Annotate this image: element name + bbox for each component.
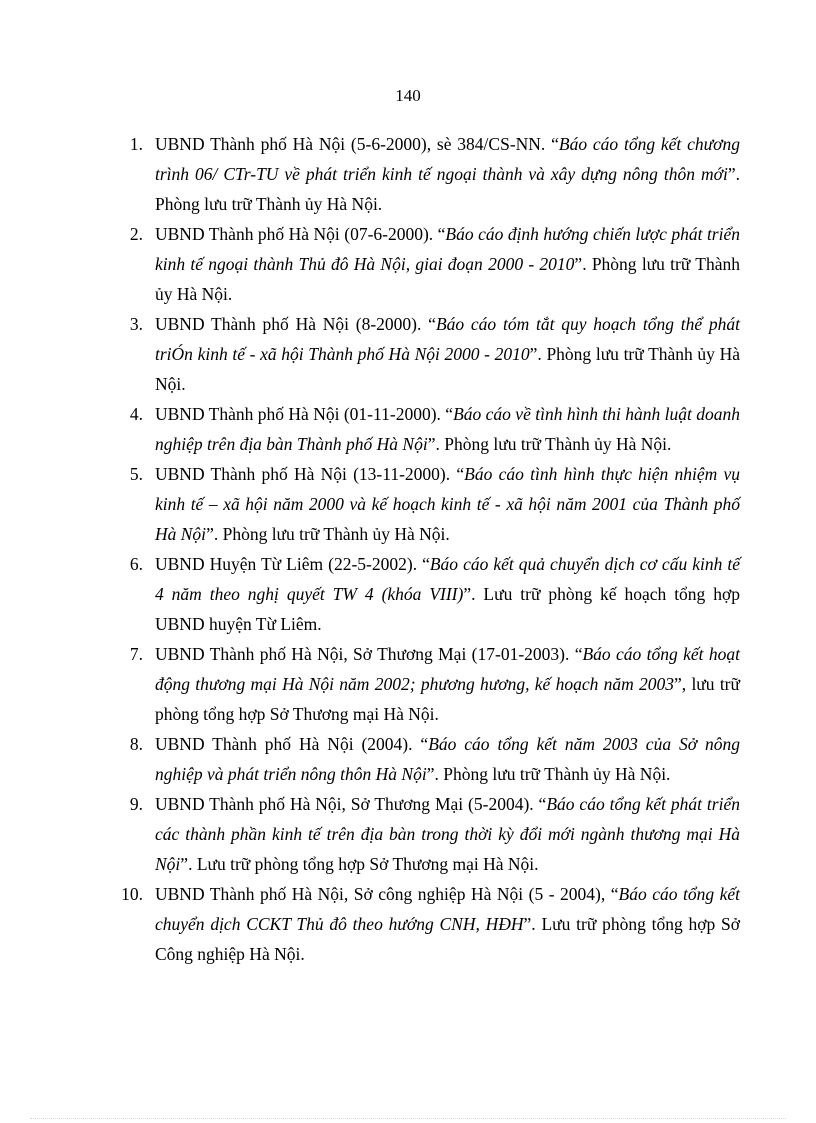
reference-number: 6.: [129, 554, 143, 574]
reference-source: ”. Phòng lưu trữ Thành ủy Hà Nội.: [155, 254, 740, 304]
reference-item: [100, 879, 740, 969]
reference-source: ”. Phòng lưu trữ Thành ủy Hà Nội.: [427, 434, 672, 454]
reference-source: ”. Phòng lưu trữ Thành ủy Hà Nội.: [426, 764, 671, 784]
reference-title: Báo cáo tổng kết chương trình 06/ CTr-TU về phát triển kinh tế ngoại thành và xây dựng nông thôn mới: [155, 134, 740, 184]
reference-author: UBND Thành phố Hà Nội (5-6-2000), sè 384/CS-NN. “: [155, 134, 559, 154]
reference-title: Báo cáo kết quả chuyển dịch cơ cấu kinh tế 4 năm theo nghị quyết TW 4 (khóa VIII): [155, 554, 740, 604]
reference-author: UBND Thành phố Hà Nội (13-11-2000). “: [155, 464, 465, 484]
reference-item: [100, 219, 740, 309]
reference-number: 5.: [129, 464, 143, 484]
reference-item: [100, 459, 740, 549]
reference-author: UBND Thành phố Hà Nội (07-6-2000). “: [155, 224, 446, 244]
reference-title: Báo cáo tình hình thực hiện nhiệm vụ kinh tế – xã hội năm 2000 và kế hoạch kinh tế - xã hội năm 2001 của Thành phố Hà Nội: [155, 464, 740, 544]
reference-item: [100, 729, 740, 789]
reference-title: Báo cáo tổng kết hoạt động thương mại Hà Nội năm 2002; phương hương, kế hoạch năm 2003: [155, 644, 740, 694]
reference-author: UBND Thành phố Hà Nội (8-2000). “: [155, 314, 436, 334]
reference-title: Báo cáo tổng kết chuyển dịch CCKT Thủ đô theo hướng CNH, HĐH: [155, 884, 741, 934]
reference-source: ”. Phòng lưu trữ Thành ủy Hà Nội.: [155, 164, 740, 214]
reference-author: UBND Thành phố Hà Nội, Sở Thương Mại (17-01-2003). “: [155, 644, 583, 664]
reference-number: 8.: [129, 734, 143, 754]
reference-item: [100, 789, 740, 879]
reference-item: [100, 129, 740, 219]
reference-source: ”. Lưu trữ phòng tổng hợp Sở Công nghiệp Hà Nội.: [155, 914, 740, 964]
page-bottom-border: [30, 1118, 786, 1119]
reference-item: [100, 399, 740, 459]
reference-item: [100, 549, 740, 639]
reference-author: UBND Thành phố Hà Nội (2004). “: [155, 734, 429, 754]
reference-title: Báo cáo tổng kết năm 2003 của Sở nông nghiệp và phát triển nông thôn Hà Nội: [155, 734, 740, 784]
reference-number: 9.: [129, 794, 143, 814]
reference-list: [100, 129, 740, 969]
reference-source: ”, lưu trữ phòng tổng hợp Sở Thương mại Hà Nội.: [155, 674, 740, 724]
reference-number: 10.: [121, 884, 143, 904]
page-number: 140: [395, 86, 421, 105]
reference-number: 2.: [129, 224, 143, 244]
reference-number: 4.: [129, 404, 143, 424]
reference-number: 1.: [129, 134, 143, 154]
reference-item: [100, 309, 740, 399]
reference-author: UBND Thành phố Hà Nội, Sở Thương Mại (5-2004). “: [155, 794, 547, 814]
reference-author: UBND Thành phố Hà Nội, Sở công nghiệp Hà Nội (5 - 2004), “: [155, 884, 619, 904]
reference-number: 7.: [129, 644, 143, 664]
reference-item: [100, 639, 740, 729]
reference-title: Báo cáo về tình hình thi hành luật doanh nghiệp trên địa bàn Thành phố Hà Nội: [155, 404, 740, 454]
reference-title: Báo cáo định hướng chiến lược phát triển kinh tế ngoại thành Thủ đô Hà Nội, giai đoạn 2000 - 2010: [155, 224, 740, 274]
reference-author: UBND Huyện Từ Liêm (22-5-2002). “: [155, 554, 430, 574]
reference-author: UBND Thành phố Hà Nội (01-11-2000). “: [155, 404, 454, 424]
reference-title: Báo cáo tổng kết phát triển các thành phần kinh tế trên địa bàn trong thời kỳ đổi mới ngành thương mại Hà Nội: [155, 794, 740, 874]
reference-number: 3.: [129, 314, 143, 334]
reference-title: Báo cáo tóm tắt quy hoạch tổng thể phát triÓn kinh tế - xã hội Thành phố Hà Nội 2000 - 2010: [155, 314, 740, 364]
reference-source: ”. Lưu trữ phòng kế hoạch tổng hợp UBND huyện Từ Liêm.: [155, 584, 740, 634]
reference-source: ”. Phòng lưu trữ Thành ủy Hà Nội.: [155, 344, 740, 394]
reference-source: ”. Lưu trữ phòng tổng hợp Sở Thương mại Hà Nội.: [180, 854, 539, 874]
reference-source: ”. Phòng lưu trữ Thành ủy Hà Nội.: [206, 524, 450, 544]
